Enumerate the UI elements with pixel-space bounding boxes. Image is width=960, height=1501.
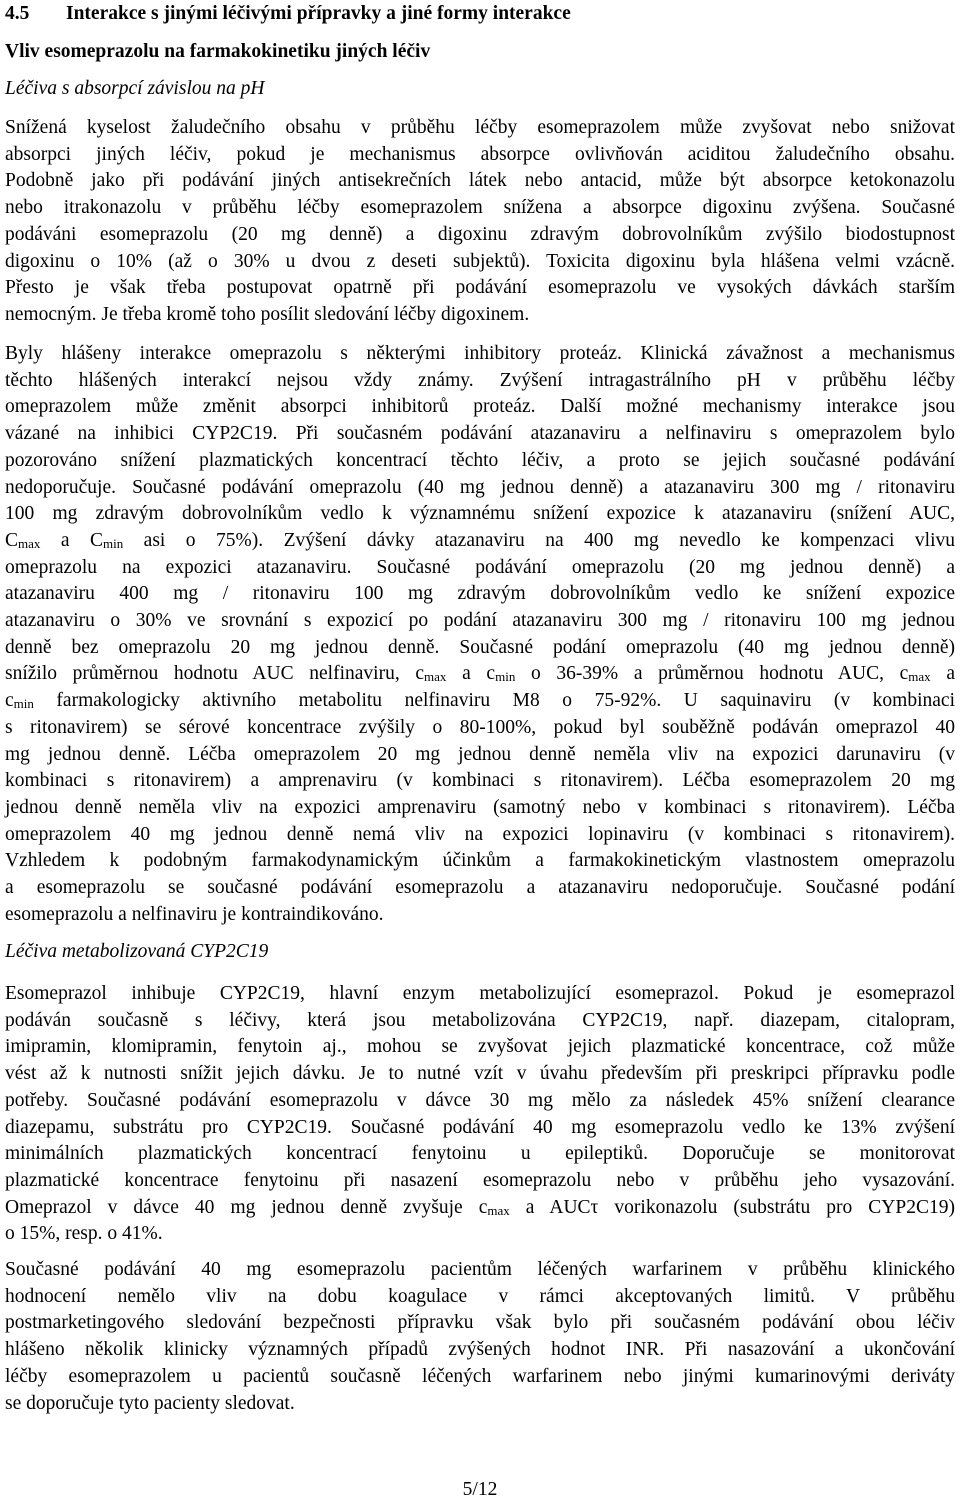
text-line: omeprazolu na expozici atazanaviru. Současné podávání omeprazolu (20 mg jednou denně) a <box>5 556 955 578</box>
text-line: Přesto je však třeba postupovat opatrně při podávání esomeprazolu ve vysokých dávkách starším <box>5 277 955 299</box>
text-line: potřeby. Současné podávání esomeprazolu v dávce 30 mg mělo za následek 45% snížení clearance <box>5 1089 955 1111</box>
subsection-title: Vliv esomeprazolu na farmakokinetiku jiných léčiv <box>5 41 431 62</box>
text-line: Podobně jako při podávání jiných antisekrečních látek nebo antacid, může být absorpce ketokonazolu <box>5 170 955 192</box>
text-line: Vzhledem k podobným farmakodynamickým účinkům a farmakokinetickým vlastnostem omeprazolu <box>5 850 955 872</box>
text-line: Omeprazol v dávce 40 mg jednou denně zvyšuje $c_{max}$ a AUCτ vorikonazolu (substrátu pro CYP2C19) <box>5 1196 955 1218</box>
text-line: $C_{max}$ a $C_{min}$ asi o 75%). Zvýšení dávky atazanaviru na 400 mg nevedlo ke kompenzaci vlivu <box>5 529 955 551</box>
text-line: nedoporučuje. Současné podávání omeprazolu (40 mg jednou denně) a atazanaviru 300 mg / ritonaviru <box>5 476 955 498</box>
text-line: $c_{min}$ farmakologicky aktivního metabolitu nelfinaviru M8 o 75-92%. U saquinaviru (v kombinaci <box>5 690 955 712</box>
paragraph-protease-inhibitors <box>5 341 955 928</box>
text-line: kombinaci s ritonavirem) a amprenaviru (v kombinaci s ritonavirem). Léčba esomeprazolem 20 mg <box>5 770 955 792</box>
text-line: omeprazolem může změnit absorpci inhibitorů proteáz. Další možné mechanismy interakce jsou <box>5 396 955 418</box>
text-line: se doporučuje tyto pacienty sledovat. <box>5 1392 295 1414</box>
heading-cyp2c19: Léčiva metabolizovaná CYP2C19 <box>5 941 269 962</box>
text-line: podáváni esomeprazolu (20 mg denně) a digoxinu zdravým dobrovolníkům zvýšilo biodostupnost <box>5 223 955 245</box>
text-line: snížilo průměrnou hodnotu AUC nelfinaviru, $c_{max}$ a $c_{min}$ o 36-39% a průměrnou hodnotu AUC, $c_{max}$ a <box>5 663 956 685</box>
text-line: hlášeno několik klinicky významných případů zvýšených hodnot INR. Při nasazování a ukončování <box>5 1339 955 1361</box>
paragraph-ph-absorption <box>5 115 955 329</box>
section-number: 4.5 <box>5 3 30 24</box>
text-line: pozorováno snížení plazmatických koncentrací těchto léčiv, a proto se jejich současné podávání <box>5 449 955 471</box>
text-line: denně bez omeprazolu 20 mg jednou denně. Současné podání omeprazolu (40 mg jednou denně) <box>5 636 955 658</box>
text-line: těchto hlášených interakcí nejsou vždy známy. Zvýšení intragastrálního pH v průběhu léčby <box>5 369 955 391</box>
paragraph-warfarin <box>5 1257 955 1417</box>
heading-ph-dependent: Léčiva s absorpcí závislou na pH <box>5 78 265 99</box>
text-line: vést až k nutnosti snížit jejich dávku. Je to nutné vzít v úvahu především při preskripci přípravku podle <box>5 1063 955 1085</box>
text-line: atazanaviru 400 mg / ritonaviru 100 mg zdravým dobrovolníkům vedlo ke snížení expozice <box>5 583 955 605</box>
page-number: 5/12 <box>462 1479 498 1500</box>
text-line: Esomeprazol inhibuje CYP2C19, hlavní enzym metabolizující esomeprazol. Pokud je esomeprazol <box>5 983 955 1004</box>
text-line: léčby esomeprazolem u pacientů současně léčených warfarinem nebo jinými kumarinovými deriváty <box>5 1365 955 1387</box>
text-line: minimálních plazmatických koncentrací fenytoinu u epileptiků. Doporučuje se monitorovat <box>5 1143 955 1165</box>
text-line: s ritonavirem) se sérové koncentrace zvýšily o 80-100%, pokud byl souběžně podáván omeprazol 40 <box>5 716 955 738</box>
text-line: Současné podávání 40 mg esomeprazolu pacientům léčených warfarinem v průběhu klinického <box>5 1259 955 1280</box>
text-line: esomeprazolu a nelfinaviru je kontraindikováno. <box>5 903 384 925</box>
text-line: nebo itrakonazolu v průběhu léčby esomeprazolem snížena a absorpce digoxinu zvýšena. Současné <box>5 197 955 219</box>
section-title: Interakce s jinými léčivými přípravky a jiné formy interakce <box>66 3 571 24</box>
section-heading <box>5 2 571 26</box>
text-line: hodnocení nemělo vliv na dobu koagulace v rámci akceptovaných limitů. V průběhu <box>5 1285 955 1307</box>
text-line: nemocným. Je třeba kromě toho posílit sledování léčby digoxinem. <box>5 303 530 325</box>
text-line: plazmatické koncentrace fenytoinu při nasazení esomeprazolu nebo v průběhu jeho vysazování. <box>5 1169 955 1191</box>
text-line: postmarketingového sledování bezpečnosti přípravku však bylo při současném podávání obou léčiv <box>5 1312 955 1334</box>
paragraph-cyp2c19 <box>5 981 955 1248</box>
text-line: vázané na inhibici CYP2C19. Při současném podávání atazanaviru a nelfinaviru s omeprazolem bylo <box>5 423 955 445</box>
text-line: podáván současně s léčivy, která jsou metabolizována CYP2C19, např. diazepam, citalopram, <box>5 1009 955 1031</box>
text-line: o 15%, resp. o 41%. <box>5 1223 163 1245</box>
text-line: absorpci jiných léčiv, pokud je mechanismus absorpce ovlivňován aciditou žaludečního obsahu. <box>5 143 955 165</box>
text-line: imipramin, klomipramin, fenytoin aj., mohou se zvyšovat jejich plazmatické koncentrace, což může <box>5 1036 955 1058</box>
text-line: 100 mg zdravým dobrovolníkům vedlo k významnému snížení expozice k atazanaviru (snížení AUC, <box>5 503 955 525</box>
text-line: omeprazolem 40 mg jednou denně nemá vliv na expozici lopinaviru (v kombinaci s ritonavirem). <box>5 823 955 845</box>
text-line: diazepamu, substrátu pro CYP2C19. Současné podávání 40 mg esomeprazolu vedlo ke 13% zvýšení <box>5 1116 955 1138</box>
text-line: Byly hlášeny interakce omeprazolu s některými inhibitory proteáz. Klinická závažnost a mechanismus <box>5 343 955 364</box>
text-line: jednou denně neměla vliv na expozici amprenaviru (samotný nebo v kombinaci s ritonavirem). Léčba <box>5 796 955 818</box>
text-line: Snížená kyselost žaludečního obsahu v průběhu léčby esomeprazolem může zvyšovat nebo snižovat <box>5 117 955 138</box>
text-line: mg jednou denně. Léčba omeprazolem 20 mg jednou denně neměla vliv na expozici darunaviru (v <box>5 743 955 765</box>
text-line: digoxinu o 10% (až o 30% u dvou z deseti subjektů). Toxicita digoxinu byla hlášena velmi vzácně. <box>5 250 955 272</box>
text-line: a esomeprazolu se současné podávání esomeprazolu a atazanaviru nedoporučuje. Současné podání <box>5 877 955 899</box>
text-line: atazanaviru o 30% ve srovnání s expozicí po podání atazanaviru 300 mg / ritonaviru 100 mg jednou <box>5 610 955 632</box>
